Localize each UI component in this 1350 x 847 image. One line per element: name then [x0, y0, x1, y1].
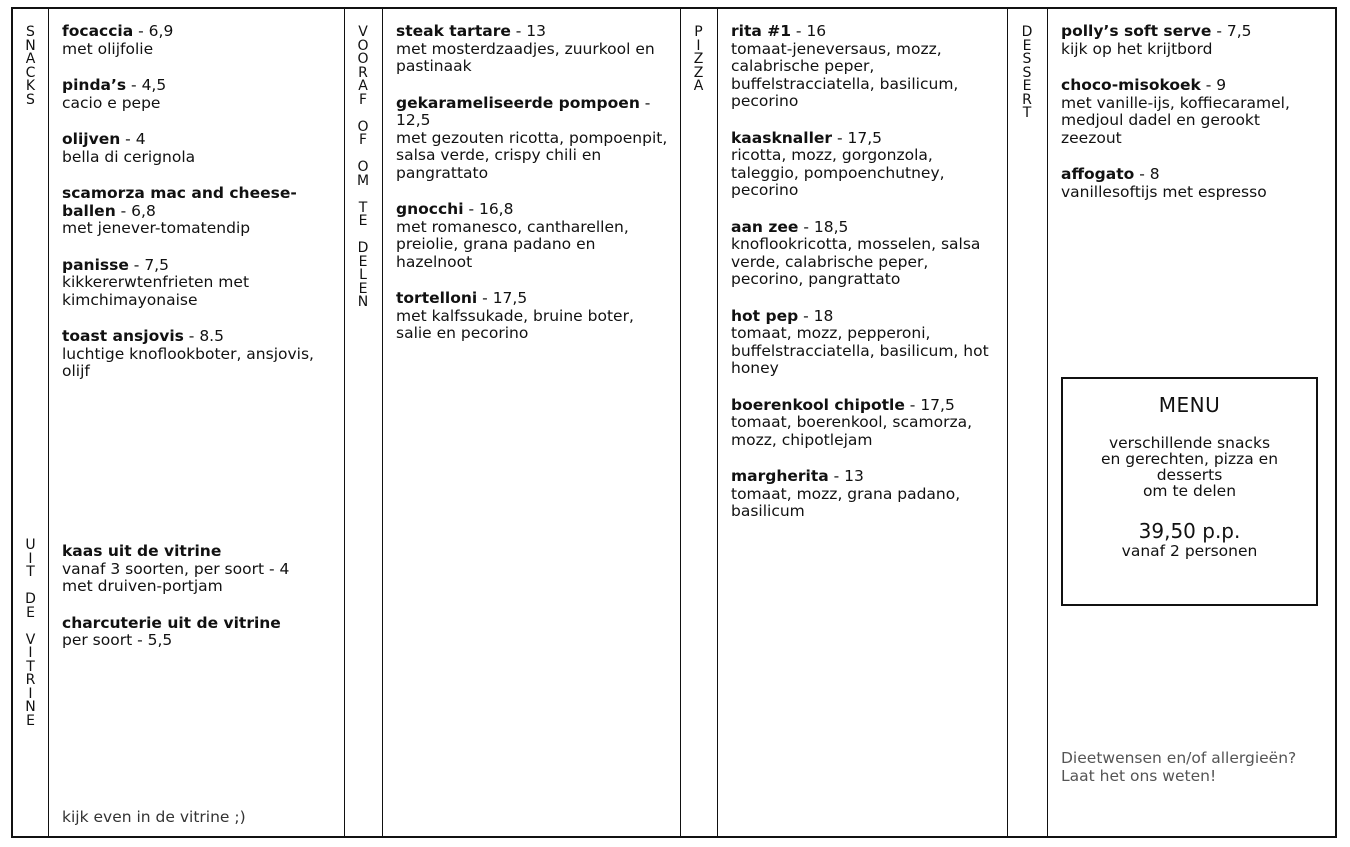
item-description: met olijfolie [62, 39, 154, 58]
snacks-list [50, 23, 344, 400]
item-description: luchtige knoflookboter, ansjovis, olijf [62, 344, 314, 380]
set-menu-box [1061, 377, 1318, 606]
item-price: - 8 [1134, 165, 1160, 183]
item-description: cacio e pepe [62, 93, 161, 112]
item-description: tomaat, mozz, grana padano, basilicum [731, 484, 961, 520]
item-name: tortelloni [396, 289, 478, 307]
item-price: - 9 [1200, 76, 1227, 94]
item-price: - 8.5 [183, 327, 224, 345]
pizza-column [719, 9, 1007, 836]
divider [1047, 9, 1048, 836]
item-name: kaas uit de vitrine [62, 542, 222, 560]
item-name: olijven [62, 130, 121, 148]
item-price: - 17,5 [904, 395, 955, 414]
item-description: met kalfssukade, bruine boter, salie en pecorino [396, 306, 634, 342]
item-description: tomaat, mozz, pepperoni, buffelstracciatella, basilicum, hot honey [731, 324, 989, 377]
section-label-uit-de-vitrine: U I T D E V I T R I N E [25, 537, 36, 729]
menu-item [62, 543, 330, 596]
pizza-list [719, 23, 1007, 540]
menu-item [731, 23, 993, 111]
item-price: - 17,5 [477, 289, 528, 307]
item-name: focaccia [62, 22, 134, 40]
menu-item [396, 290, 668, 343]
section-label-pizza: P I Z Z A [693, 24, 704, 94]
item-name: polly’s soft serve [1061, 22, 1212, 40]
item-name: panisse [62, 255, 129, 274]
item-name: choco-misokoek [1061, 76, 1201, 94]
item-description: ricotta, mozz, gorgonzola, taleggio, pompoenchutney, pecorino [731, 146, 945, 199]
item-description: met vanille-ijs, koffiecaramel, medjoul dadel en gerookt zeezout [1061, 93, 1290, 147]
item-price: - 13 [828, 467, 864, 485]
menu-item [62, 328, 324, 381]
divider [48, 9, 49, 836]
dessert-list [1049, 23, 1337, 220]
menu-item [62, 23, 324, 58]
menu-item [396, 23, 668, 76]
menu-item [62, 615, 330, 650]
vooraf-list [384, 23, 680, 362]
item-description: met mosterdzaadjes, zuurkool en pastinaak [396, 39, 655, 75]
item-price: - 17,5 [832, 128, 883, 147]
item-name: aan zee [731, 217, 799, 236]
item-name: gekarameliseerde pompoen [396, 93, 640, 112]
item-name: gnocchi [396, 200, 464, 218]
label-column-snacks [13, 9, 48, 836]
item-price: - 7,5 [1211, 22, 1252, 40]
item-description: vanaf 3 soorten, per soort - 4 met druiven-portjam [62, 559, 290, 595]
item-description: kikkererwtenfrieten met kimchimayonaise [62, 273, 250, 309]
menu-item [1061, 166, 1323, 201]
item-price: - 18 [798, 306, 834, 325]
item-price: - 18,5 [798, 217, 849, 236]
set-menu-persons: vanaf 2 personen [1121, 542, 1258, 560]
item-price: - 12,5 [396, 93, 651, 129]
item-price: - 6,8 [115, 201, 156, 220]
item-price: - 16 [791, 22, 827, 40]
item-description: tomaat, boerenkool, scamorza, mozz, chipotlejam [731, 413, 972, 449]
menu-item [1061, 77, 1323, 147]
item-description: met jenever-tomatendip [62, 219, 251, 237]
item-description: tomaat-jeneversaus, mozz, calabrische peper, buffelstracciatella, basilicum, pecorino [731, 39, 959, 110]
item-name: toast ansjovis [62, 327, 184, 345]
item-price: - 7,5 [128, 255, 169, 274]
vitrine-list [50, 543, 344, 669]
item-name: boerenkool chipotle [731, 395, 905, 414]
item-name: pinda’s [62, 76, 127, 94]
item-description: knoflookricotta, mosselen, salsa verde, calabrische peper, pecorino, pangrattato [731, 235, 981, 288]
section-label-dessert: D E S S E R T [1021, 24, 1033, 121]
item-description: met gezouten ricotta, pompoenpit, salsa verde, crispy chili en pangrattato [396, 128, 668, 182]
section-label-vooraf: V O O R A F O F O M T E D E L E N [356, 24, 370, 310]
item-description: kijk op het krijtbord [1061, 39, 1213, 58]
item-name: hot pep [731, 306, 799, 325]
item-name: kaasknaller [731, 128, 833, 147]
item-description: met romanesco, cantharellen, preiolie, grana padano en hazelnoot [396, 217, 629, 271]
set-menu-title: MENU [1158, 393, 1221, 417]
set-menu-price: 39,50 p.p. [1138, 519, 1241, 543]
item-price: - 6,9 [133, 22, 174, 40]
label-column-vooraf [344, 9, 382, 836]
item-price: - 4 [120, 130, 146, 148]
menu-item [62, 257, 324, 310]
snacks-column [50, 9, 344, 836]
section-label-snacks: S N A C K S [25, 24, 36, 108]
vooraf-column [384, 9, 680, 836]
label-column-dessert [1007, 9, 1047, 836]
item-name: rita #1 [731, 22, 791, 40]
menu-item [62, 131, 324, 166]
menu-item [1061, 23, 1323, 58]
menu-item [731, 130, 993, 200]
item-name: steak tartare [396, 22, 511, 40]
menu-item [731, 308, 993, 378]
item-price: - 16,8 [463, 200, 514, 218]
label-column-pizza [680, 9, 717, 836]
menu-item [62, 185, 324, 238]
divider [717, 9, 718, 836]
menu-item [62, 77, 324, 112]
item-description: per soort - 5,5 [62, 631, 173, 649]
menu-item [731, 219, 993, 289]
vitrine-note: kijk even in de vitrine ;) [62, 808, 246, 826]
item-name: affogato [1061, 165, 1135, 183]
dietary-note: Dieetwensen en/of allergieën? Laat het ons weten! [1061, 749, 1297, 785]
item-description: bella di cerignola [62, 147, 196, 166]
menu-item [731, 397, 993, 450]
divider [382, 9, 383, 836]
item-price: - 13 [510, 22, 547, 40]
menu-item [731, 468, 993, 521]
item-name: charcuterie uit de vitrine [62, 613, 281, 632]
item-price: - 4,5 [126, 76, 167, 94]
item-name: margherita [731, 467, 829, 485]
item-description: vanillesoftijs met espresso [1061, 182, 1267, 201]
menu-item [396, 201, 668, 271]
menu-item [396, 95, 668, 183]
item-name: scamorza mac and cheese-ballen [62, 184, 297, 220]
set-menu-description: verschillende snacks en gerechten, pizza en desserts om te delen [1100, 434, 1279, 500]
